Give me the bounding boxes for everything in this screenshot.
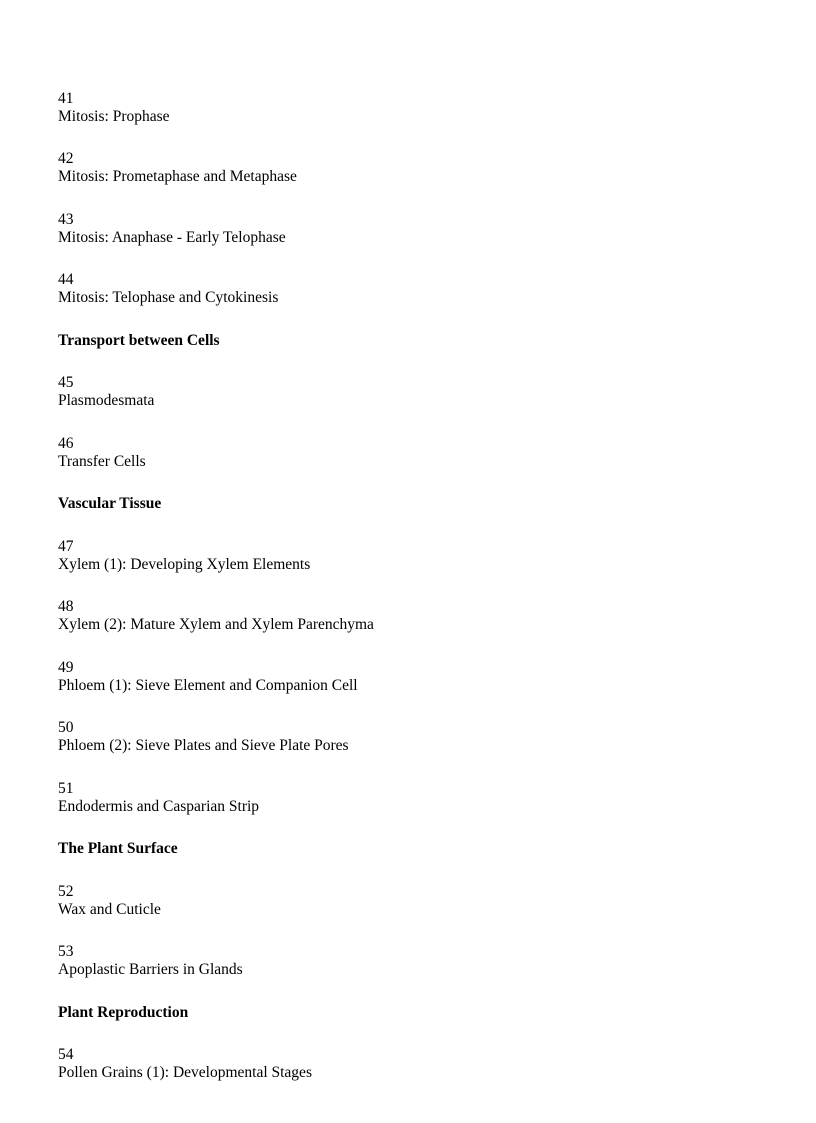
entry-number: 47 xyxy=(58,538,74,555)
entry-number: 42 xyxy=(58,150,74,167)
entry-number: 49 xyxy=(58,659,74,676)
entry-title: Endodermis and Casparian Strip xyxy=(58,798,260,815)
entry-title: Mitosis: Prometaphase and Metaphase xyxy=(58,168,297,185)
entry-title: Xylem (1): Developing Xylem Elements xyxy=(58,556,311,573)
entry-number: 54 xyxy=(58,1046,74,1063)
entry-title: Transfer Cells xyxy=(58,453,146,470)
entry-number: 50 xyxy=(58,719,74,736)
entry-number: 46 xyxy=(58,435,74,452)
entry-number: 45 xyxy=(58,374,74,391)
entry-title: Xylem (2): Mature Xylem and Xylem Parenchyma xyxy=(58,616,374,633)
entry-number: 53 xyxy=(58,943,74,960)
entry-title: Mitosis: Telophase and Cytokinesis xyxy=(58,289,279,306)
entry-title: Phloem (1): Sieve Element and Companion Cell xyxy=(58,677,358,694)
entry-number: 48 xyxy=(58,598,74,615)
entry-number: 51 xyxy=(58,780,74,797)
entry-number: 41 xyxy=(58,90,74,107)
section-heading: Plant Reproduction xyxy=(58,1004,189,1021)
section-heading: Vascular Tissue xyxy=(58,495,162,512)
entry-title: Wax and Cuticle xyxy=(58,901,161,918)
entry-title: Pollen Grains (1): Developmental Stages xyxy=(58,1064,312,1081)
entry-title: Mitosis: Prophase xyxy=(58,108,170,125)
entry-title: Phloem (2): Sieve Plates and Sieve Plate Pores xyxy=(58,737,349,754)
section-heading: Transport between Cells xyxy=(58,332,220,349)
entry-number: 43 xyxy=(58,211,74,228)
entry-title: Apoplastic Barriers in Glands xyxy=(58,961,243,978)
section-heading: The Plant Surface xyxy=(58,840,178,857)
entry-number: 44 xyxy=(58,271,74,288)
entry-title: Plasmodesmata xyxy=(58,392,155,409)
entry-number: 52 xyxy=(58,883,74,900)
entry-title: Mitosis: Anaphase - Early Telophase xyxy=(58,229,286,246)
